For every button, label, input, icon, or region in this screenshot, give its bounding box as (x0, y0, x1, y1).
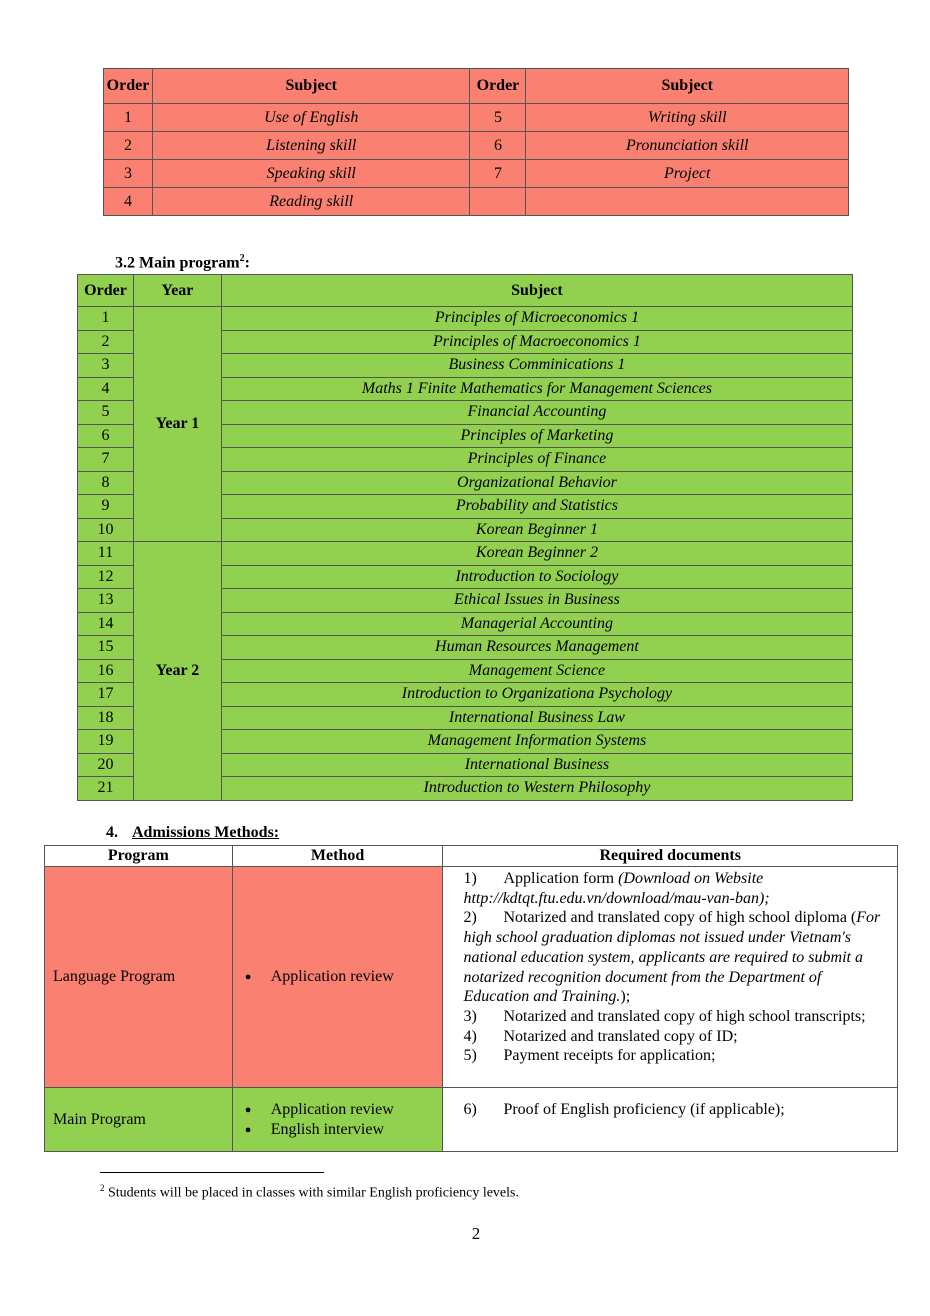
footnote-reference: 2 (239, 253, 245, 264)
method-cell (232, 867, 443, 1088)
column-header: Program (45, 846, 233, 867)
year-cell: Year 1 (133, 307, 221, 542)
main-program-table (77, 274, 853, 801)
subject-cell: Principles of Macroeconomics 1 (221, 330, 852, 354)
table-header-row (78, 275, 853, 307)
order-cell: 5 (470, 104, 526, 132)
subject-cell: Writing skill (526, 104, 849, 132)
order-cell: 6 (78, 424, 134, 448)
subject-cell: Managerial Accounting (221, 612, 852, 636)
program-cell: Main Program (45, 1088, 233, 1152)
footnote: $^2$ Students will be placed in classes with similar English proficiency levels. (100, 1183, 519, 1201)
subject-cell: Management Science (221, 659, 852, 683)
subject-cell: Speaking skill (152, 160, 469, 188)
column-header: Order (104, 69, 153, 104)
table-row (104, 104, 849, 132)
table-row (78, 542, 853, 566)
document-item: 4) Notarized and translated copy of ID; (463, 1027, 738, 1045)
year-cell: Year 2 (133, 542, 221, 801)
table-header-row (45, 846, 898, 867)
order-cell: 16 (78, 659, 134, 683)
order-cell: 4 (78, 377, 134, 401)
subject-cell: Principles of Marketing (221, 424, 852, 448)
order-cell: 1 (104, 104, 153, 132)
subject-cell: Business Comminications 1 (221, 354, 852, 378)
column-header: Subject (221, 275, 852, 307)
subject-cell: Introduction to Organizationa Psychology (221, 683, 852, 707)
subject-cell: Pronunciation skill (526, 132, 849, 160)
table-row (45, 867, 898, 1088)
subject-cell: Korean Beginner 1 (221, 518, 852, 542)
footnote-divider (100, 1172, 324, 1173)
subject-cell: Principles of Finance (221, 448, 852, 472)
document-item: 6) Proof of English proficiency (if applicable); (463, 1101, 785, 1118)
main-program-rows (78, 307, 853, 801)
required-documents-cell (443, 867, 898, 1088)
subject-cell: Organizational Behavior (221, 471, 852, 495)
subject-cell: Project (526, 160, 849, 188)
subject-cell: Ethical Issues in Business (221, 589, 852, 613)
column-header: Order (470, 69, 526, 104)
column-header: Order (78, 275, 134, 307)
order-cell: 18 (78, 706, 134, 730)
order-cell: 6 (470, 132, 526, 160)
language-program-table (103, 68, 849, 216)
subject-cell: Probability and Statistics (221, 495, 852, 519)
required-documents-cell (443, 1088, 898, 1152)
table-row (45, 1088, 898, 1152)
order-cell: 8 (78, 471, 134, 495)
order-cell: 14 (78, 612, 134, 636)
column-header: Year (133, 275, 221, 307)
page-number: 2 (471, 1224, 481, 1243)
document-item: 1) Application form (Download on Website http://kdtqt.ftu.edu.vn/download/mau-van-ban); (463, 870, 770, 907)
method-cell (232, 1088, 443, 1152)
column-header: Subject (526, 69, 849, 104)
admissions-heading: 4. Admissions Methods: (106, 824, 280, 841)
subject-cell: International Business Law (221, 706, 852, 730)
subject-cell: Use of English (152, 104, 469, 132)
order-cell: 3 (78, 354, 134, 378)
subject-cell: Introduction to Sociology (221, 565, 852, 589)
order-cell: 11 (78, 542, 134, 566)
table-row (104, 188, 849, 216)
subject-cell: Principles of Microeconomics 1 (221, 307, 852, 331)
table-header-row (104, 69, 849, 104)
order-cell: 4 (104, 188, 153, 216)
table-row (104, 132, 849, 160)
list-item: ● Application review (245, 1100, 443, 1120)
order-cell: 20 (78, 753, 134, 777)
order-cell: 5 (78, 401, 134, 425)
document-item: 2) Notarized and translated copy of high school diploma (For high school graduation diplomas not issued under Vietnam's national education system, applicants are required to submit a notarized recognition document from the Department of Education and Training.); (463, 909, 881, 1006)
table-row (104, 160, 849, 188)
order-cell: 12 (78, 565, 134, 589)
order-cell: 19 (78, 730, 134, 754)
subject-cell (526, 188, 849, 216)
order-cell: 2 (78, 330, 134, 354)
subject-cell: Korean Beginner 2 (221, 542, 852, 566)
column-header: Method (232, 846, 443, 867)
main-program-heading: 3.2 Main program$^2$: (115, 253, 250, 272)
subject-cell: Listening skill (152, 132, 469, 160)
subject-cell: Management Information Systems (221, 730, 852, 754)
order-cell: 10 (78, 518, 134, 542)
program-cell: Language Program (45, 867, 233, 1088)
subject-cell: Reading skill (152, 188, 469, 216)
table-row (78, 307, 853, 331)
order-cell: 21 (78, 777, 134, 801)
column-header: Subject (152, 69, 469, 104)
order-cell: 17 (78, 683, 134, 707)
list-item: ● Application review (245, 967, 443, 987)
document-item: 3) Notarized and translated copy of high school transcripts; (463, 1007, 866, 1025)
subject-cell: International Business (221, 753, 852, 777)
order-cell: 9 (78, 495, 134, 519)
order-cell: 1 (78, 307, 134, 331)
order-cell: 7 (78, 448, 134, 472)
order-cell: 15 (78, 636, 134, 660)
document-item: 5) Payment receipts for application; (463, 1047, 716, 1065)
order-cell: 2 (104, 132, 153, 160)
subject-cell: Maths 1 Finite Mathematics for Management Sciences (221, 377, 852, 401)
subject-cell: Human Resources Management (221, 636, 852, 660)
column-header: Required documents (443, 846, 898, 867)
subject-cell: Financial Accounting (221, 401, 852, 425)
order-cell: 3 (104, 160, 153, 188)
order-cell (470, 188, 526, 216)
subject-cell: Introduction to Western Philosophy (221, 777, 852, 801)
admissions-table (44, 845, 898, 1152)
order-cell: 7 (470, 160, 526, 188)
list-item: ● English interview (245, 1120, 443, 1140)
order-cell: 13 (78, 589, 134, 613)
